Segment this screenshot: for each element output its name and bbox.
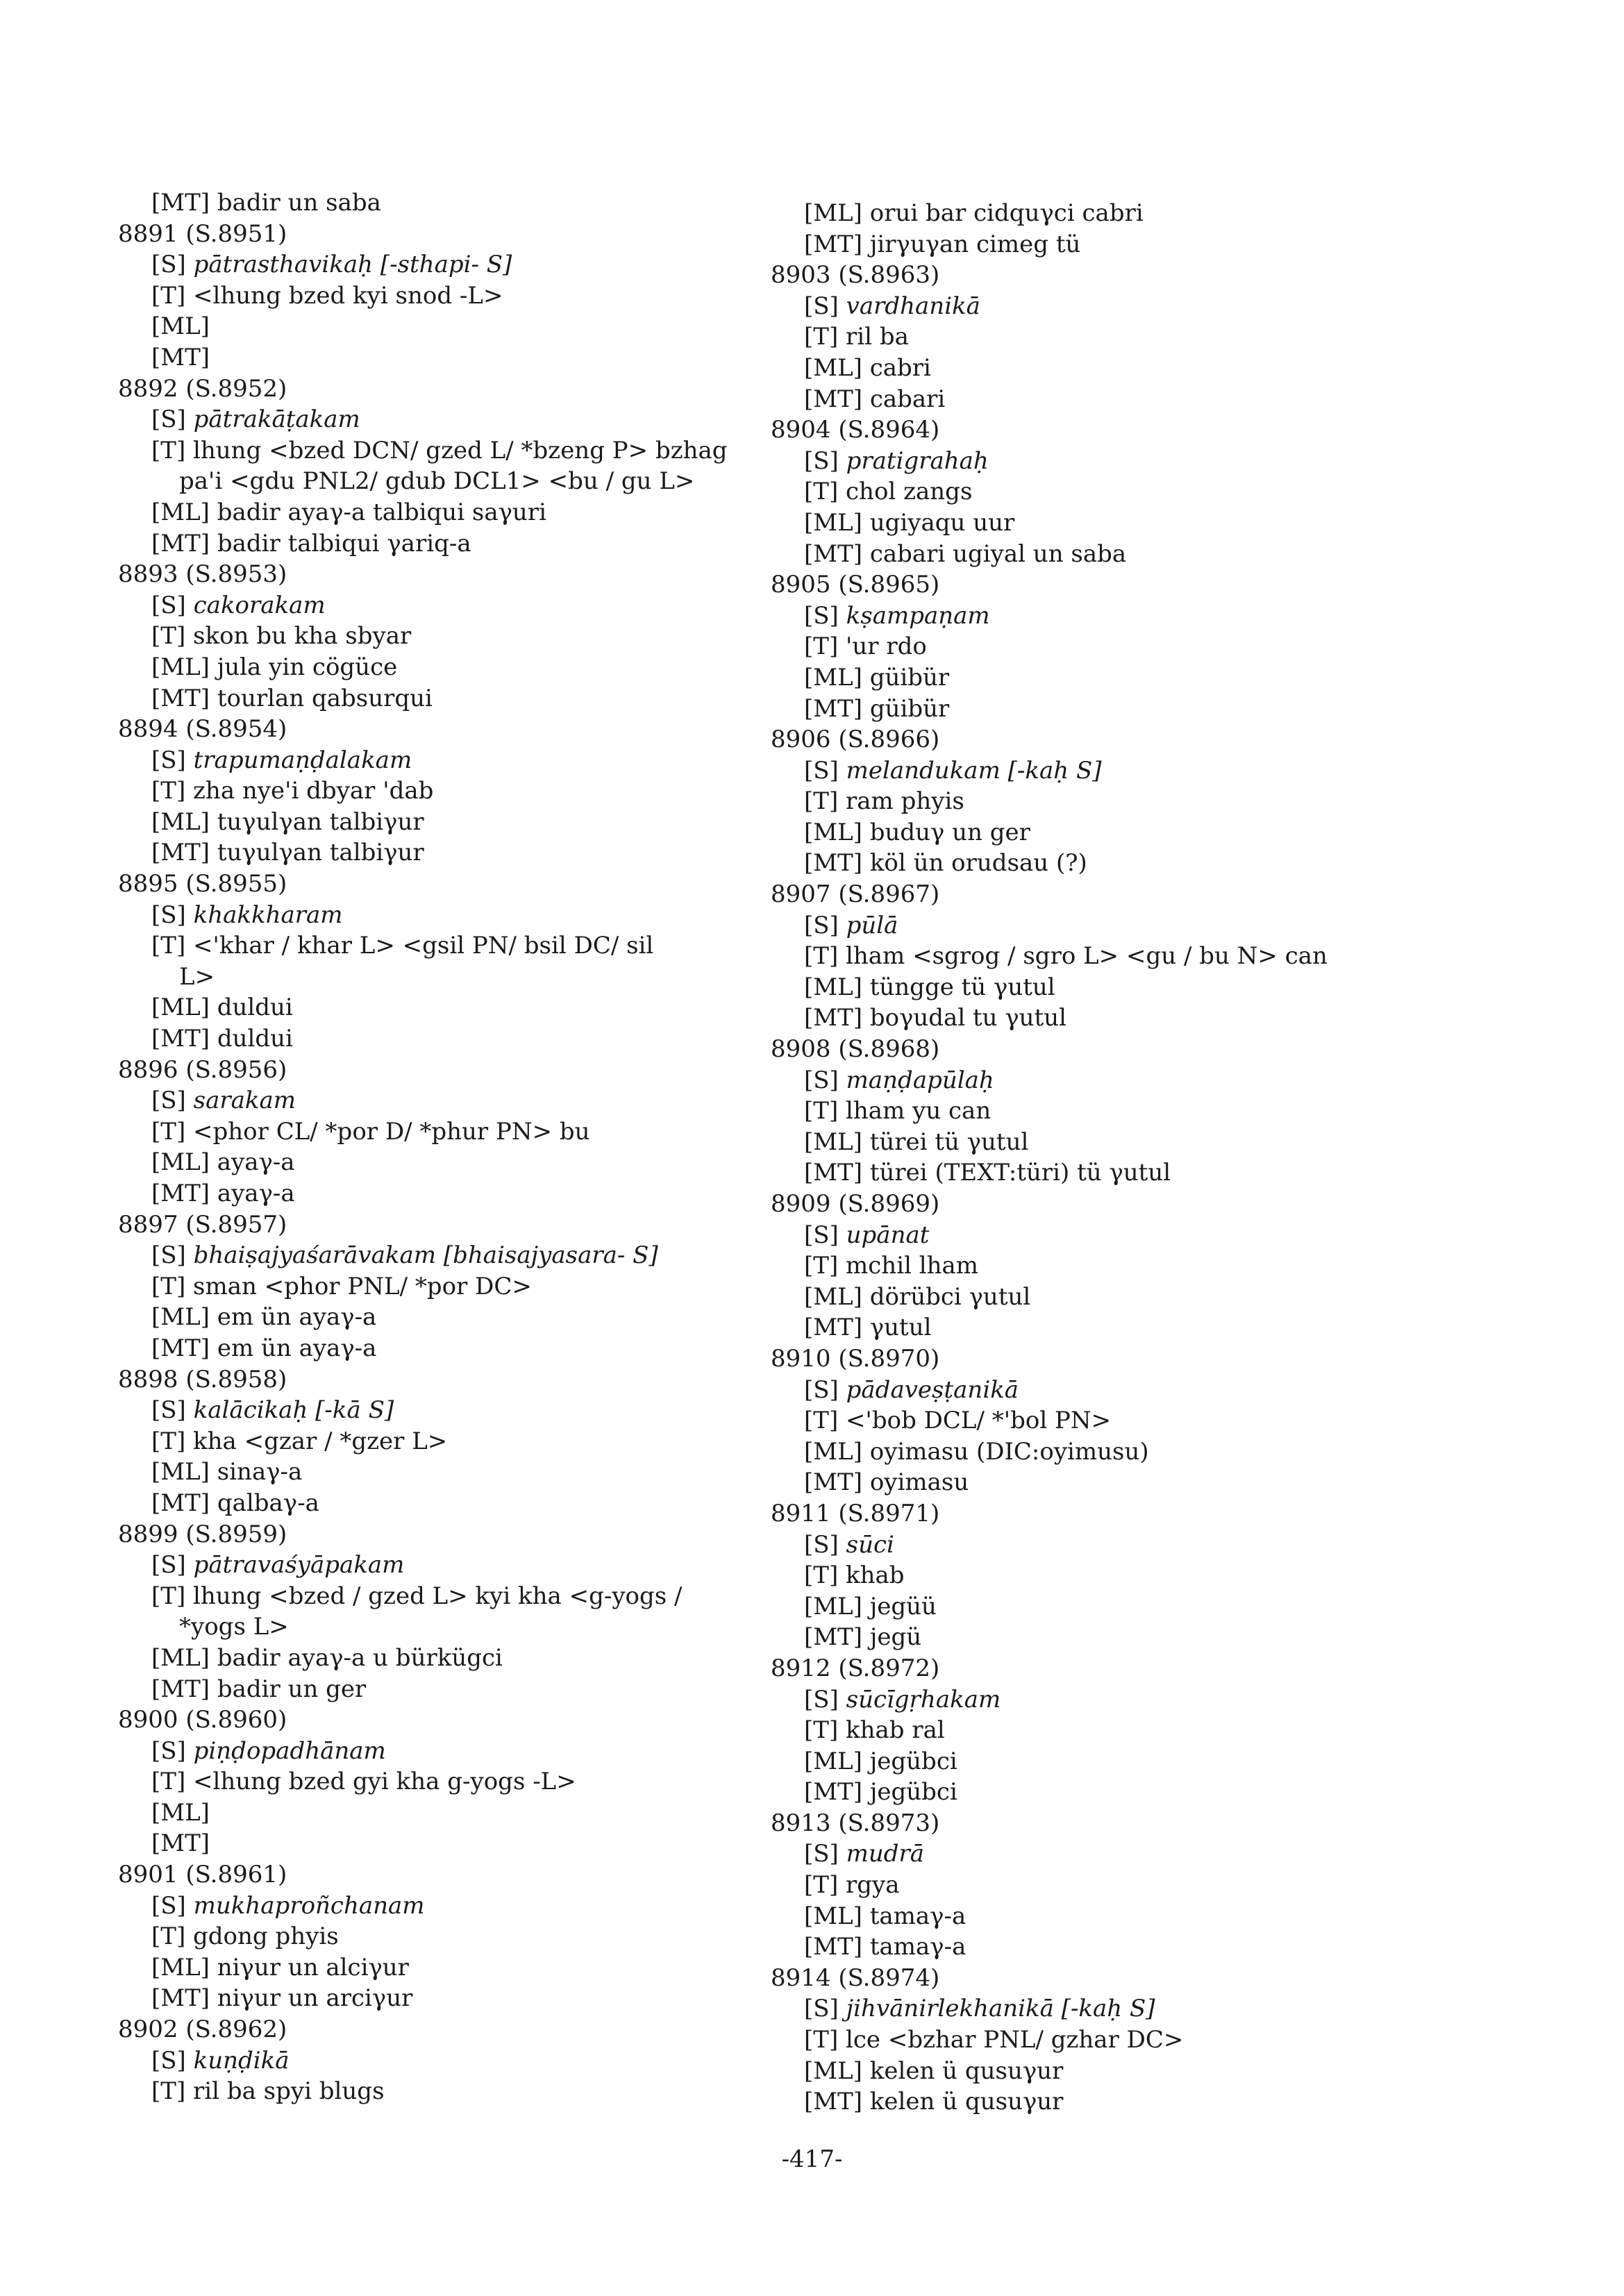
entry-line: [T] 'ur rdo [804, 632, 927, 661]
entry-line: [MT] türei (TEXT:türi) tü γutul [804, 1159, 1171, 1187]
entry-line: [ML] cabri [804, 353, 931, 382]
entry-number: 8904 (S.8964) [771, 416, 940, 444]
entry-line: [ML] sinaγ-a [151, 1458, 303, 1486]
entry-line: [T] lham yu can [804, 1097, 991, 1125]
entry-line: [S] upānat [804, 1221, 930, 1249]
entry-line: [T] rgya [804, 1871, 900, 1900]
entry-line: [T] <lhung bzed gyi kha g-yogs -L> [151, 1768, 576, 1796]
entry-number: 8910 (S.8970) [771, 1344, 940, 1373]
entry-line: [ML] jula yin cögüce [151, 653, 398, 681]
entry-line: [S] vardhanikā [804, 292, 980, 320]
entry-line: [ML] jegüü [804, 1592, 937, 1620]
entry-line: [MT] güibür [804, 694, 950, 723]
entry-line: [ML] tamaγ-a [804, 1902, 966, 1930]
entry-line: [MT] tourlan qabsurqui [151, 684, 433, 712]
entry-line: [T] lce <bzhar PNL/ gzhar DC> [804, 2026, 1184, 2054]
entry-line: [MT] duldui [151, 1025, 293, 1053]
entry-line: [S] maṇḍapūlaḥ [804, 1066, 994, 1094]
entry-number: 8905 (S.8965) [771, 571, 940, 599]
entry-line: [ML] duldui [151, 994, 293, 1022]
entry-line: [S] mudrā [804, 1840, 925, 1868]
entry-line: [T] khab ral [804, 1716, 945, 1745]
entry-line: [MT] qalbaγ-a [151, 1489, 319, 1517]
entry-line: [ML] oyimasu (DIC:oyimusu) [804, 1437, 1149, 1466]
entry-line: [T] khab [804, 1561, 905, 1590]
entry-line: [MT] jegü [804, 1623, 922, 1652]
entry-line: [T] zha nye'i dbyar 'dab [151, 777, 434, 805]
entry-line: [T] <phor CL/ *por D/ *phur PN> bu [151, 1117, 590, 1146]
entry-number: 8911 (S.8971) [771, 1499, 940, 1527]
entry-line: [S] sūci [804, 1530, 894, 1559]
entry-line: [MT] ayaγ-a [151, 1180, 295, 1207]
entry-line: [MT] boγudal tu γutul [804, 1004, 1067, 1032]
entry-line: [MT] γutul [804, 1314, 932, 1342]
entry-line: [ML] ugiyaqu uur [804, 508, 1015, 537]
entry-line: [S] bhaiṣajyaśarāvakam [bhaisajyasara- S] [151, 1241, 658, 1270]
entry-line: [ML] tuγulγan talbiγur [151, 807, 424, 836]
entry-line: [ML] tüngge tü γutul [804, 973, 1055, 1001]
entry-line: [ML] badir ayaγ-a u bürkügci [151, 1643, 503, 1672]
entry-line: [S] sūcīgṛhakam [804, 1685, 1001, 1713]
entry-line: [S] pādaveṣṭanikā [804, 1375, 1019, 1404]
entry-line: [MT] oyimasu [804, 1468, 969, 1497]
left-column [118, 187, 785, 2107]
entry-line: [S] pātravaśyāpakam [151, 1551, 405, 1579]
entry-line: [MT] kelen ü qusuγur [804, 2088, 1064, 2116]
entry-line: [T] skon bu kha sbyar [151, 622, 412, 651]
entry-number: 8895 (S.8955) [118, 870, 287, 898]
entry-line: [ML] ayaγ-a [151, 1148, 295, 1177]
entry-number: 8897 (S.8957) [118, 1210, 287, 1239]
entry-number: 8893 (S.8953) [118, 560, 287, 589]
entry-line: [S] kṣampaṇam [804, 601, 990, 630]
entry-line: [S] jihvānirlekhanikā [-kaḥ S] [804, 1995, 1155, 2023]
entry-line: [T] kha <gzar / *gzer L> [151, 1427, 448, 1455]
entry-number: 8908 (S.8968) [771, 1035, 940, 1064]
entry-line: [MT] jirγuγan cimeg tü [804, 230, 1081, 258]
entry-number: 8913 (S.8973) [771, 1809, 940, 1837]
entry-line: [T] sman <phor PNL/ *por DC> [151, 1272, 532, 1300]
entry-line: [T] <'khar / khar L> <gsil PN/ bsil DC/ sil [151, 932, 654, 960]
entry-line: [T] lhung <bzed / gzed L> kyi kha <g-yogs / [151, 1582, 683, 1610]
entry-number: 8892 (S.8952) [118, 374, 287, 403]
entry-line: [S] cakorakam [151, 591, 326, 619]
entry-line: [MT] cabari [804, 385, 946, 413]
entry-line: [ML] [151, 1798, 210, 1827]
entry-line: [T] <lhung bzed kyi snod -L> [151, 281, 503, 310]
entry-line: [S] pūlā [804, 911, 898, 939]
entry-line: L> [179, 962, 215, 991]
entry-line: [ML] kelen ü qusuγur [804, 2056, 1064, 2085]
entry-number: 8906 (S.8966) [771, 726, 940, 754]
entry-line: [ML] türei tü γutul [804, 1128, 1029, 1156]
entry-line: [T] ril ba [804, 323, 909, 351]
entry-number: 8900 (S.8960) [118, 1706, 287, 1734]
entry-number: 8898 (S.8958) [118, 1365, 287, 1393]
entry-line: *yogs L> [179, 1613, 289, 1641]
entry-number: 8909 (S.8969) [771, 1190, 940, 1218]
entry-line: [ML] buduγ un ger [804, 818, 1030, 846]
entry-line: [S] pātrasthavikaḥ [-sthapi- S] [151, 251, 512, 279]
entry-line: [T] mchil lham [804, 1252, 979, 1280]
entry-line: [MT] cabari ugiyal un saba [804, 539, 1127, 568]
page-number: -417- [781, 2145, 843, 2173]
entry-number: 8901 (S.8961) [118, 1861, 287, 1889]
entry-number: 8902 (S.8962) [118, 2016, 287, 2044]
entry-line: [MT] tuγulγan talbiγur [151, 839, 424, 867]
entry-number: 8896 (S.8956) [118, 1055, 287, 1084]
entry-line: [S] pratigrahaḥ [804, 446, 989, 475]
entry-line: [S] mukhaproñchanam [151, 1891, 425, 1920]
entry-number: 8894 (S.8954) [118, 715, 287, 744]
entry-line: [T] gdong phyis [151, 1922, 339, 1951]
entry-line: [S] kuṇḍikā [151, 2046, 290, 2075]
entry-line: [T] ram phyis [804, 787, 964, 816]
entry-line: [S] pātrakāṭakam [151, 405, 360, 434]
entry-line: [MT] [151, 1829, 210, 1858]
entry-number: 8914 (S.8974) [771, 1963, 940, 1992]
entry-line: [S] melandukam [-kaḥ S] [804, 756, 1102, 785]
entry-line: [ML] niγur un alciγur [151, 1953, 409, 1981]
entry-line: [S] trapumaṇḍalakam [151, 746, 412, 774]
entry-line: [MT] badir un saba [151, 189, 381, 217]
entry-line: [MT] niγur un arciγur [151, 1984, 413, 2013]
entry-line: [T] ril ba spyi blugs [151, 2077, 385, 2106]
entry-line: [ML] güibür [804, 663, 950, 692]
entry-line: pa'i <gdu PNL2/ gdub DCL1> <bu / gu L> [179, 467, 695, 496]
entry-line: [MT] badir un ger [151, 1675, 367, 1703]
entry-line: [ML] orui bar cidquγci cabri [804, 199, 1144, 227]
entry-line: [T] lhung <bzed DCN/ gzed L/ *bzeng P> bzhag [151, 436, 728, 464]
entry-line: [T] lham <sgrog / sgro L> <gu / bu N> can [804, 942, 1328, 971]
entry-line: [ML] dörübci γutul [804, 1282, 1031, 1311]
entry-line: [ML] badir ayaγ-a talbiqui saγuri [151, 498, 546, 526]
entry-line: [MT] badir talbiqui γariq-a [151, 529, 471, 558]
entry-line: [ML] jegübci [804, 1747, 957, 1775]
entry-line: [T] chol zangs [804, 478, 973, 506]
entry-line: [T] <'bob DCL/ *'bol PN> [804, 1407, 1112, 1435]
entry-number: 8912 (S.8972) [771, 1654, 940, 1682]
entry-line: [S] sarakam [151, 1087, 296, 1115]
entry-line: [MT] em ün ayaγ-a [151, 1334, 377, 1362]
entry-number: 8903 (S.8963) [771, 261, 940, 290]
entry-line: [MT] tamaγ-a [804, 1933, 966, 1961]
entry-line: [S] piṇḍopadhānam [151, 1736, 386, 1765]
entry-line: [S] khakkharam [151, 900, 343, 929]
entry-line: [ML] [151, 312, 210, 341]
entry-line: [MT] [151, 343, 210, 371]
entry-number: 8891 (S.8951) [118, 219, 287, 248]
right-column [771, 198, 1493, 2118]
entry-line: [ML] em ün ayaγ-a [151, 1303, 377, 1332]
entry-number: 8899 (S.8959) [118, 1520, 287, 1548]
entry-line: [MT] köl ün orudsau (?) [804, 849, 1087, 878]
entry-line: [MT] jegübci [804, 1778, 957, 1807]
entry-number: 8907 (S.8967) [771, 880, 940, 909]
entry-line: [S] kalācikaḥ [-kā S] [151, 1396, 394, 1425]
